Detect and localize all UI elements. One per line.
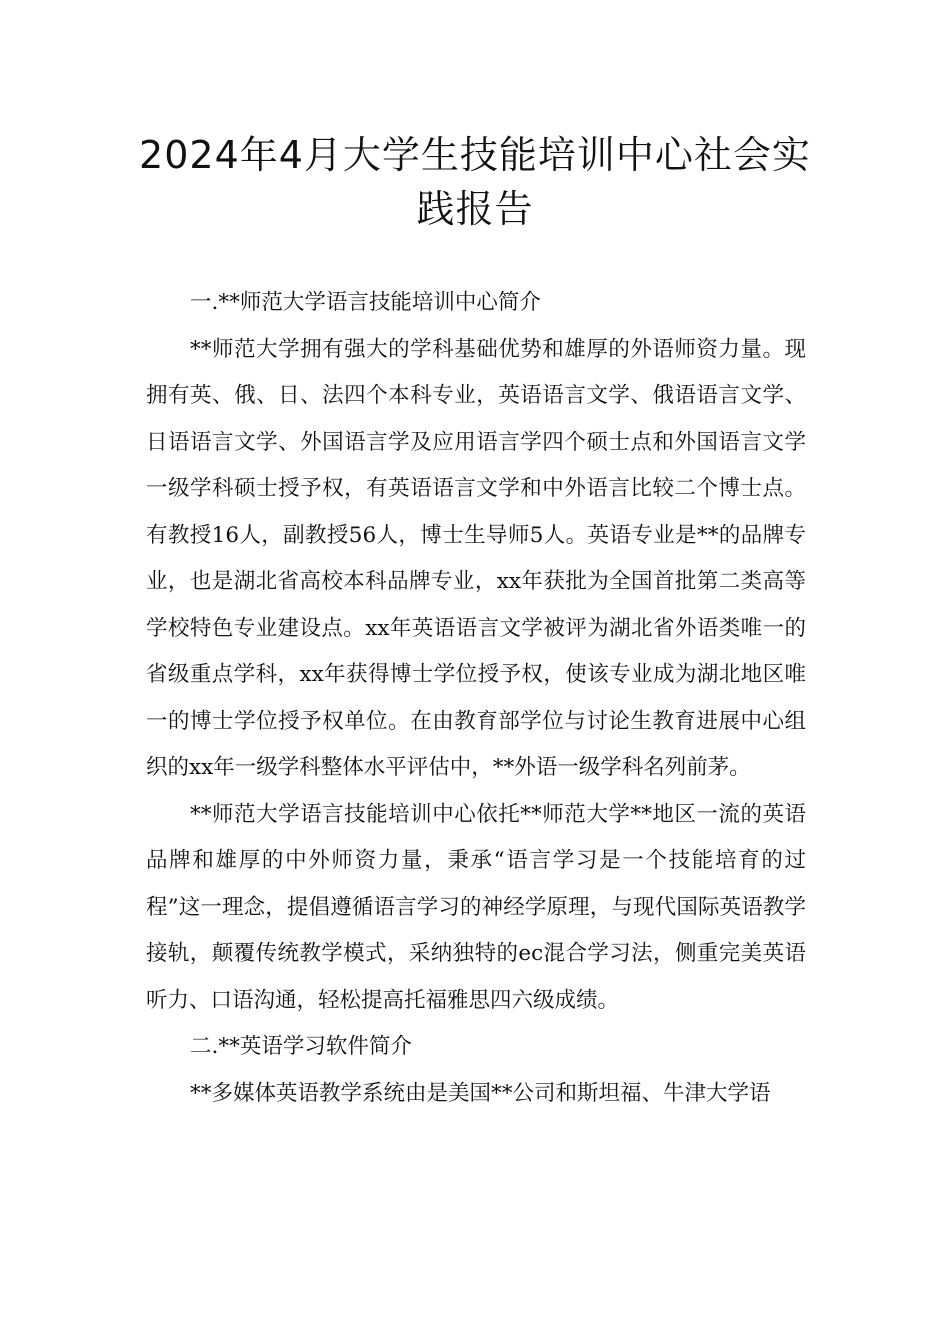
section-heading-1: 一.**师范大学语言技能培训中心简介 <box>190 290 541 315</box>
paragraph-1: **师范大学拥有强大的学科基础优势和雄厚的外语师资力量。现拥有英、俄、日、法四个本科专业，英语语言文学、俄语语言文学、日语语言文学、外国语言学及应用语言学四个硕士点和外国语言文学一级学科硕士授予权，有英语语言文学和中外语言比较二个博士点。有教授16人，副教授56人，博士生导师5人。英语专业是**的品牌专业，也是湖北省高校本科品牌专业，xx年获批为全国首批第二类高等学校特色专业建设点。xx年英语语言文学被评为湖北省外语类唯一的省级重点学科，xx年获得博士学位授予权，使该专业成为湖北地区唯一的博士学位授予权单位。在由教育部学位与讨论生教育进展中心组织的xx年一级学科整体水平评估中，**外语一级学科名列前茅。 <box>146 336 806 780</box>
document-body <box>146 280 806 1117</box>
paragraph-2: **师范大学语言技能培训中心依托**师范大学**地区一流的英语品牌和雄厚的中外师资力量，秉承“语言学习是一个技能培育的过程”这一理念，提倡遵循语言学习的神经学原理，与现代国际英语教学接轨，颠覆传统教学模式，采纳独特的ec混合学习法，侧重完美英语听力、口语沟通，轻松提高托福雅思四六级成绩。 <box>146 801 806 1013</box>
section-heading-2: 二.**英语学习软件简介 <box>190 1034 412 1059</box>
document-title: 2024年4月大学生技能培训中心社会实践报告 <box>139 133 811 231</box>
paragraph-3: **多媒体英语教学系统由是美国**公司和斯坦福、牛津大学语 <box>190 1080 771 1106</box>
